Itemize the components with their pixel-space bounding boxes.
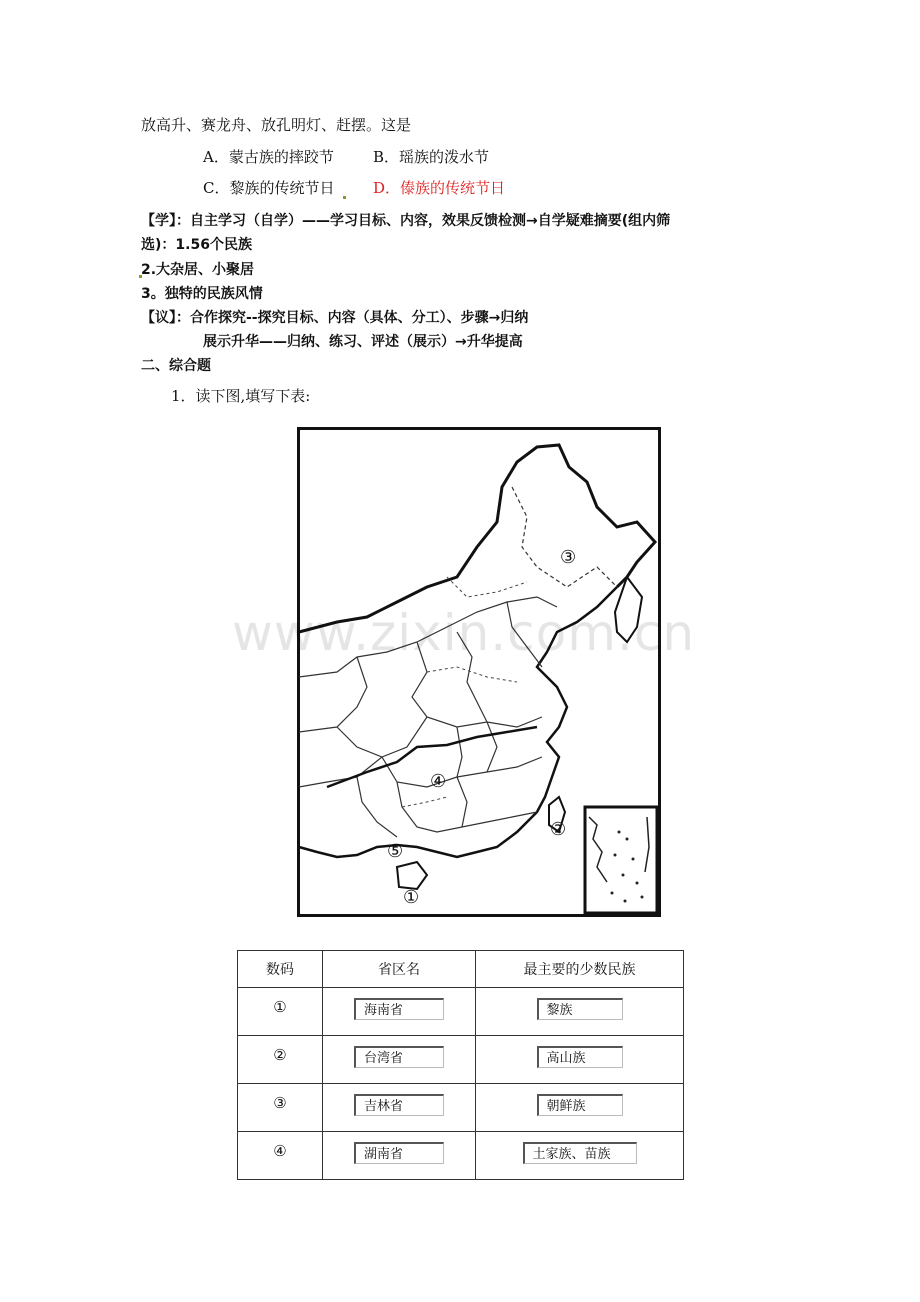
row-number: ① bbox=[238, 988, 323, 1036]
ethnic-cell bbox=[476, 1132, 684, 1180]
header-ethnic: 最主要的少数民族 bbox=[476, 951, 684, 988]
table-row bbox=[238, 1084, 684, 1132]
table-row bbox=[238, 1036, 684, 1084]
map-marker-1: ① bbox=[403, 887, 420, 908]
map-marker-3: ③ bbox=[560, 547, 577, 568]
header-number: 数码 bbox=[238, 951, 323, 988]
option-d-answer: D．傣族的传统节日 bbox=[373, 179, 506, 197]
learn-line-3: 2.大杂居、小聚居 bbox=[141, 262, 255, 278]
ethnic-field[interactable]: 黎族 bbox=[537, 998, 623, 1020]
province-field[interactable]: 台湾省 bbox=[354, 1046, 444, 1068]
header-province: 省区名 bbox=[323, 951, 476, 988]
option-c: C．黎族的传统节日 bbox=[203, 179, 335, 197]
discuss-line-1: 【议】：合作探究--探究目标、内容（具体、分工）、步骤→归纳 bbox=[141, 310, 529, 326]
province-cell bbox=[323, 1036, 476, 1084]
province-cell bbox=[323, 1132, 476, 1180]
row-number: ③ bbox=[238, 1084, 323, 1132]
map-marker-4: ④ bbox=[430, 771, 447, 792]
question-1: 1．读下图,填写下表: bbox=[171, 387, 311, 405]
map-marker-5: ⑤ bbox=[387, 841, 404, 862]
marker-dot bbox=[342, 187, 347, 203]
table-row bbox=[238, 988, 684, 1036]
option-a: A．蒙古族的摔跤节 bbox=[203, 148, 334, 166]
map-marker-2: ② bbox=[550, 819, 567, 840]
section-title: 二、综合题 bbox=[141, 358, 211, 374]
learn-line-2: 选)：1.56个民族 bbox=[141, 237, 252, 253]
option-b: B．瑶族的泼水节 bbox=[373, 148, 490, 166]
ethnic-cell bbox=[476, 1084, 684, 1132]
learn-line-4: 3。独特的民族风情 bbox=[141, 286, 263, 302]
province-cell bbox=[323, 988, 476, 1036]
table-header-row bbox=[238, 951, 684, 988]
table-row bbox=[238, 1132, 684, 1180]
discuss-line-2: 展示升华——归纳、练习、评述（展示）→升华提高 bbox=[203, 334, 523, 350]
row-number: ④ bbox=[238, 1132, 323, 1180]
ethnic-field[interactable]: 土家族、苗族 bbox=[523, 1142, 637, 1164]
answer-table bbox=[237, 950, 684, 1180]
ethnic-cell bbox=[476, 988, 684, 1036]
province-field[interactable]: 吉林省 bbox=[354, 1094, 444, 1116]
ethnic-field[interactable]: 高山族 bbox=[537, 1046, 623, 1068]
province-field[interactable]: 海南省 bbox=[354, 998, 444, 1020]
learn-line-1: 【学】：自主学习（自学）——学习目标、内容，效果反馈检测→自学疑难摘要(组内筛 bbox=[141, 213, 671, 229]
province-cell bbox=[323, 1084, 476, 1132]
question-tail: 放高升、赛龙舟、放孔明灯、赶摆。这是 bbox=[141, 116, 412, 134]
province-field[interactable]: 湖南省 bbox=[354, 1142, 444, 1164]
china-map bbox=[297, 427, 661, 917]
ethnic-field[interactable]: 朝鲜族 bbox=[537, 1094, 623, 1116]
row-number: ② bbox=[238, 1036, 323, 1084]
ethnic-cell bbox=[476, 1036, 684, 1084]
watermark: www.zixin.com.cn bbox=[232, 604, 696, 662]
